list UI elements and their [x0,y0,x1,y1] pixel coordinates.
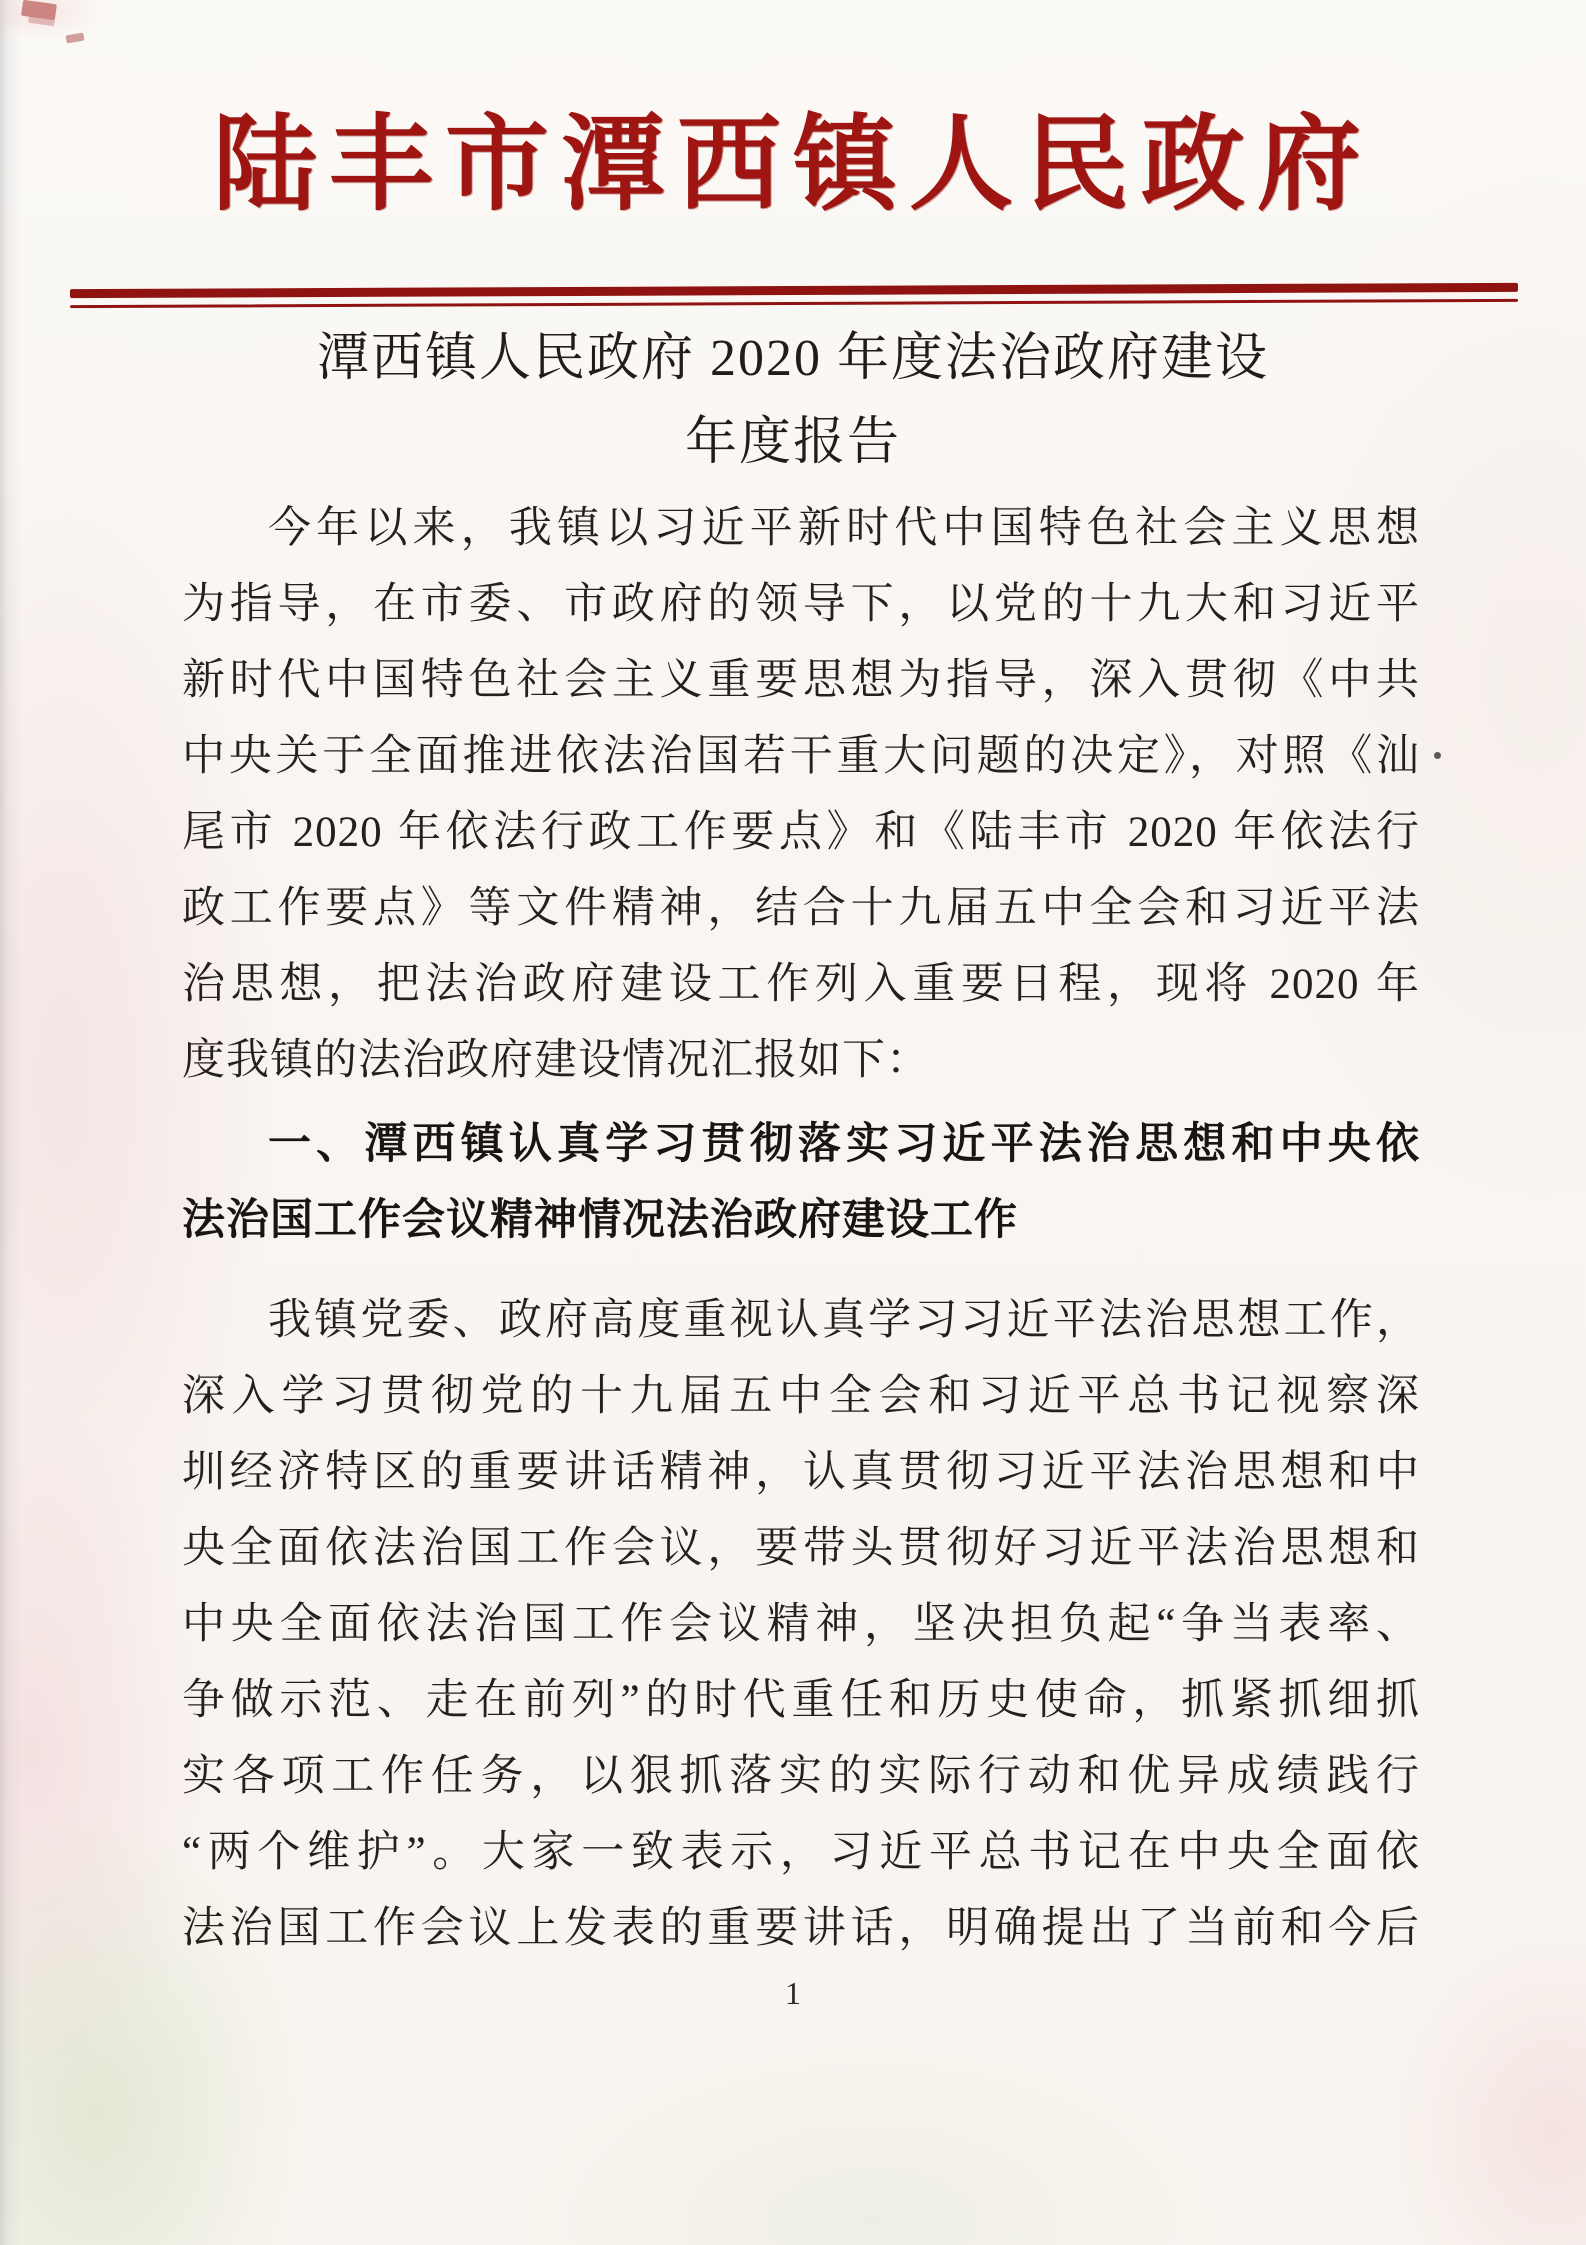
text-line: 法治国工作会议上发表的重要讲话，明确提出了当前和今后 [182,1905,1420,1952]
paragraph-intro [182,491,1420,1099]
text-line: 尾市 2020 年依法行政工作要点》和《陆丰市 2020 年依法行 [182,809,1420,856]
document-body [182,491,1420,1967]
text-line: 度我镇的法治政府建设情况汇报如下： [182,1037,930,1084]
heading-line: 一、潭西镇认真学习贯彻落实习近平法治思想和中央依 [268,1121,1420,1168]
text-line: 政工作要点》等文件精神，结合十九届五中全会和习近平法 [182,885,1420,932]
scan-artifact-red-mark [65,32,84,43]
text-line: 新时代中国特色社会主义重要思想为指导，深入贯彻《中共 [182,657,1420,704]
paragraph-body [182,1283,1420,1967]
letterhead-title: 陆丰市潭西镇人民政府 [212,108,1373,223]
text-line: 今年以来，我镇以习近平新时代中国特色社会主义思想 [268,505,1420,552]
document-title-line2: 年度报告 [684,414,901,471]
letterhead-divider [70,283,1518,308]
document-title [0,317,1586,485]
letterhead-rule-thin [70,299,1518,308]
text-line: 深入学习贯彻党的十九届五中全会和习近平总书记视察深 [182,1373,1420,1420]
section-heading-1 [182,1107,1420,1259]
text-line: 央全面依法治国工作会议，要带头贯彻好习近平法治思想和 [182,1525,1420,1572]
text-line: 中央关于全面推进依法治国若干重大问题的决定》，对照《汕 [182,733,1420,780]
text-line: 我镇党委、政府高度重视认真学习习近平法治思想工作， [268,1297,1420,1344]
text-line: 圳经济特区的重要讲话精神，认真贯彻习近平法治思想和中 [182,1449,1420,1496]
text-line: 实各项工作任务，以狠抓落实的实际行动和优异成绩践行 [182,1753,1420,1800]
text-line: 治思想，把法治政府建设工作列入重要日程，现将 2020 年 [182,961,1420,1008]
letterhead-rule-thick [70,283,1518,298]
heading-line: 法治国工作会议精神情况法治政府建设工作 [182,1197,1018,1244]
text-line: 中央全面依法治国工作会议精神，坚决担负起“争当表率、 [182,1601,1420,1648]
document-title-line1: 潭西镇人民政府 2020 年度法治政府建设 [316,330,1269,387]
text-line: 争做示范、走在前列”的时代重任和历史使命，抓紧抓细抓 [182,1677,1420,1724]
scan-artifact-red-mark [21,0,57,20]
scan-artifact-dot [1434,752,1441,759]
text-line: 为指导，在市委、市政府的领导下，以党的十九大和习近平 [182,581,1420,628]
text-line: “两个维护”。大家一致表示，习近平总书记在中央全面依 [182,1829,1420,1876]
page-number: 1 [785,1975,801,2011]
